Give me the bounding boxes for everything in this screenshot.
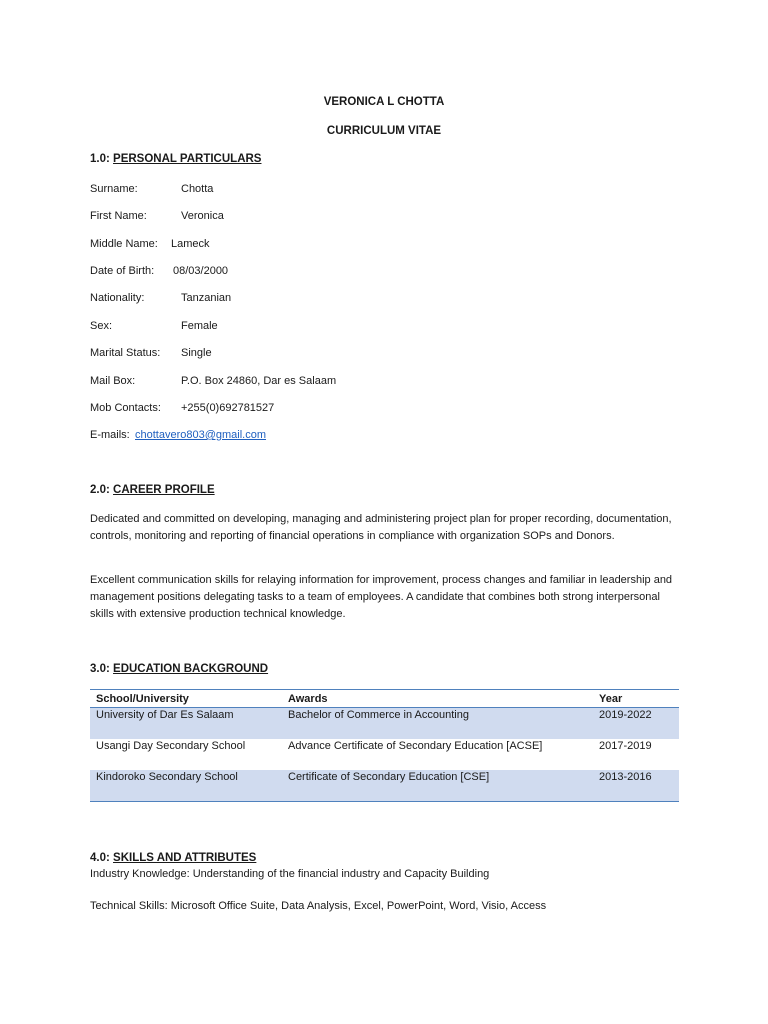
- field-label: Date of Birth:: [90, 265, 155, 277]
- education-table: [90, 689, 679, 802]
- column-header-awards: Awards: [282, 690, 593, 708]
- field-value: Single: [181, 347, 212, 359]
- table-header-row: [90, 690, 679, 708]
- table-row: [90, 708, 679, 740]
- field-value: 08/03/2000: [173, 265, 229, 277]
- field-value: +255(0)692781527: [181, 402, 275, 414]
- section-number: 1.0:: [90, 153, 110, 165]
- email-link[interactable]: chottavero803@gmail.com: [135, 429, 267, 441]
- field-value: Veronica: [181, 210, 224, 222]
- section-title: EDUCATION BACKGROUND: [113, 663, 269, 675]
- table-cell-school: Kindoroko Secondary School: [90, 770, 282, 802]
- skill-line-technical: Technical Skills: Microsoft Office Suite, Data Analysis, Excel, PowerPoint, Word, Visio, Access: [90, 900, 547, 912]
- section-title: SKILLS AND ATTRIBUTES: [113, 852, 257, 864]
- table-cell-school: University of Dar Es Salaam: [90, 708, 282, 740]
- skill-line-industry: Industry Knowledge: Understanding of the financial industry and Capacity Building: [90, 868, 490, 880]
- section-title: CAREER PROFILE: [113, 484, 215, 496]
- table-cell-year: 2013-2016: [593, 770, 679, 802]
- field-value: Female: [181, 320, 218, 332]
- field-label: Surname:: [90, 183, 138, 195]
- table-cell-award: Bachelor of Commerce in Accounting: [282, 708, 593, 740]
- field-value: Lameck: [171, 238, 210, 250]
- table-cell-award: Advance Certificate of Secondary Education [ACSE]: [288, 740, 543, 752]
- section-heading-career: [90, 484, 215, 496]
- field-label: Mail Box:: [90, 375, 136, 387]
- table-cell-school: Usangi Day Secondary School: [96, 740, 246, 752]
- field-value: P.O. Box 24860, Dar es Salaam: [181, 375, 337, 387]
- field-value: Tanzanian: [181, 292, 232, 304]
- field-label: E-mails:: [90, 429, 130, 441]
- table-row: [90, 739, 679, 770]
- field-label: Middle Name:: [90, 238, 158, 250]
- career-paragraph-2: Excellent communication skills for relaying information for improvement, process changes and familiar in leadership and management positions delegating tasks to a team of employees. A candidate that combines both strong interpersonal skills with extensive production technical knowledge.: [90, 574, 673, 620]
- section-heading-personal: [90, 153, 261, 165]
- field-label: Marital Status:: [90, 347, 161, 359]
- field-label: Mob Contacts:: [90, 402, 161, 414]
- column-header-school: School/University: [90, 690, 282, 708]
- table-cell-year: 2019-2022: [593, 708, 679, 740]
- table-cell-year: 2017-2019: [599, 740, 652, 752]
- document-title: CURRICULUM VITAE: [326, 125, 442, 137]
- column-header-year: Year: [593, 690, 679, 708]
- table-cell-award: Certificate of Secondary Education [CSE]: [282, 770, 593, 802]
- field-label: First Name:: [90, 210, 147, 222]
- section-heading-education: [90, 663, 268, 675]
- section-number: 3.0:: [90, 663, 110, 675]
- field-label: Nationality:: [90, 292, 145, 304]
- career-paragraph-1: Dedicated and committed on developing, managing and administering project plan for proper recording, documentation, controls, monitoring and reporting of financial operations in compliance with organization SOPs and Donors.: [90, 513, 672, 542]
- table-row: [90, 770, 679, 802]
- section-heading-skills: [90, 852, 256, 864]
- field-value: Chotta: [181, 183, 214, 195]
- field-label: Sex:: [90, 320, 113, 332]
- section-number: 2.0:: [90, 484, 110, 496]
- section-title: PERSONAL PARTICULARS: [113, 153, 262, 165]
- section-number: 4.0:: [90, 852, 110, 864]
- candidate-name: VERONICA L CHOTTA: [323, 96, 445, 108]
